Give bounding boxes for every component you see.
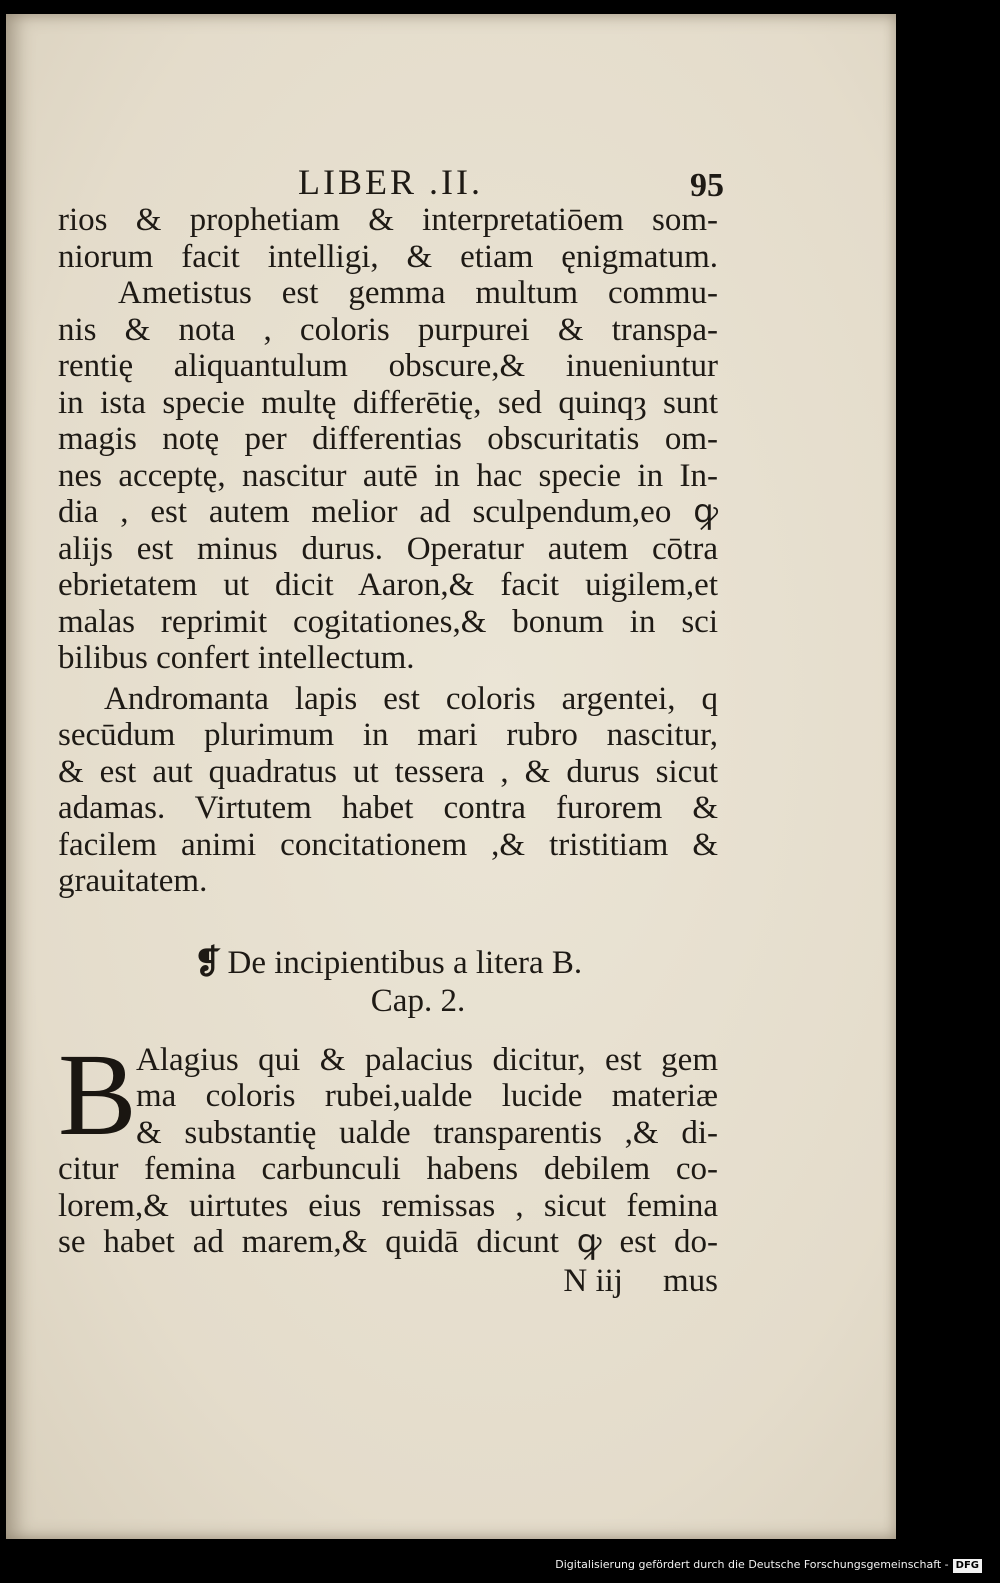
paragraph-andromanta	[58, 681, 718, 900]
pilcrow-icon: ❡	[193, 944, 222, 981]
book-page	[6, 14, 896, 1539]
text-line: rentię aliquantulum obscure,& inueniuntur	[58, 348, 718, 384]
folio-number: 95	[690, 167, 724, 204]
text-line: ma coloris rubei,ualde lucide materiæ	[136, 1078, 718, 1114]
text-line: se habet ad marem,& quidā dicunt ꝙ est do-	[58, 1224, 718, 1260]
text-line: dia , est autem melior ad sculpendum,eo ꝙ	[58, 494, 718, 530]
section-heading-text: De incipientibus a litera B.	[227, 944, 583, 981]
text-line: adamas. Virtutem habet contra furorem &	[58, 790, 718, 826]
text-line: alijs est minus durus. Operatur autem cōtra	[58, 530, 718, 567]
text-line: niorum facit intelligi, & etiam ęnigmatum.	[58, 238, 718, 275]
credit-text: Digitalisierung gefördert durch die Deutsche Forschungsgemeinschaft -	[555, 1558, 949, 1571]
section-heading-title	[58, 944, 718, 982]
paragraph-continuation	[58, 202, 718, 275]
dfg-logo-icon: DFG	[953, 1559, 982, 1573]
catchword: mus	[662, 1262, 718, 1299]
text-line: ebrietatem ut dicit Aaron,& facit uigilem,et	[58, 567, 718, 603]
text-line: secūdum plurimum in mari rubro nascitur,	[58, 717, 718, 753]
running-head	[58, 162, 724, 204]
text-line: citur femina carbunculi habens debilem co-	[58, 1151, 718, 1187]
text-line: bilibus confert intellectum.	[58, 640, 415, 676]
text-line: in ista specie multę differētię, sed quinqȝ sunt	[58, 384, 718, 421]
chapter-number: Cap. 2.	[370, 982, 466, 1019]
text-line: lorem,& uirtutes eius remissas , sicut femina	[58, 1187, 718, 1224]
text-line: facilem animi concitationem ,& tristitiam &	[58, 826, 718, 863]
text-line: malas reprimit cogitationes,& bonum in sci	[58, 603, 718, 640]
text-line: Andromanta lapis est coloris argentei, q	[104, 680, 718, 717]
drop-cap-initial: B	[58, 1028, 137, 1160]
text-line: nes acceptę, nascitur autē in hac specie in In-	[58, 457, 718, 494]
text-line: magis notę per differentias obscuritatis om-	[58, 421, 718, 457]
digitization-credit	[555, 1558, 982, 1573]
text-line: rios & prophetiam & interpretatiōem som-	[58, 202, 718, 238]
signature-mark: N iij	[563, 1262, 623, 1299]
text-line: Alagius qui & palacius dicitur, est gem	[136, 1041, 718, 1078]
text-line: & substantię ualde transparentis ,& di-	[136, 1114, 718, 1151]
text-line: grauitatem.	[58, 863, 208, 899]
signature-catchword-line	[58, 1263, 718, 1300]
section-heading	[58, 944, 718, 1020]
text-block	[58, 162, 724, 1299]
paragraph-balagius	[58, 1028, 718, 1261]
text-line: nis & nota , coloris purpurei & transpa-	[58, 311, 718, 348]
paragraph-ametistus	[58, 275, 718, 677]
running-head-title: LIBER .II.	[298, 162, 483, 202]
text-line: & est aut quadratus ut tessera , & durus sicut	[58, 753, 718, 790]
text-line: Ametistus est gemma multum commu-	[118, 275, 718, 311]
